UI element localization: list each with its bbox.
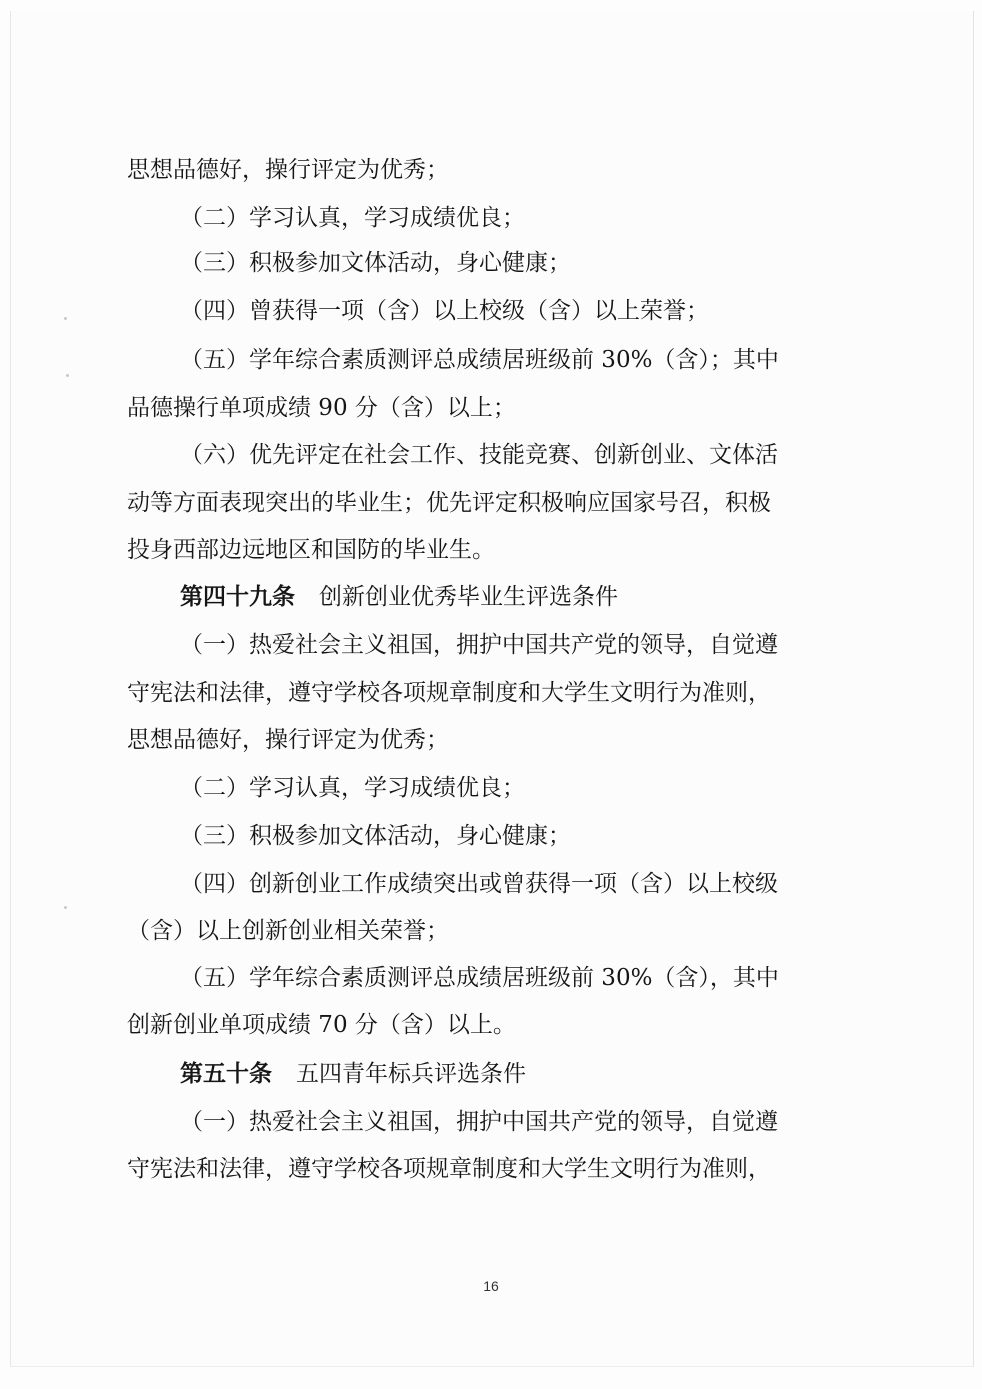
text-line: （三）积极参加文体活动，身心健康；	[180, 823, 571, 849]
text-line: （一）热爱社会主义祖国，拥护中国共产党的领导，自觉遵	[180, 1109, 778, 1135]
scan-speck	[64, 906, 67, 909]
text-line: 思想品德好，操行评定为优秀；	[127, 157, 449, 183]
text-line: 创新创业单项成绩 70 分（含）以上。	[127, 1012, 516, 1038]
text-line: 守宪法和法律，遵守学校各项规章制度和大学生文明行为准则，	[127, 1156, 771, 1182]
text-line: （四）创新创业工作成绩突出或曾获得一项（含）以上校级	[180, 871, 778, 897]
scan-speck	[64, 317, 67, 320]
article-50-number: 第五十条	[180, 1060, 272, 1087]
text-line: （含）以上创新创业相关荣誉；	[127, 918, 449, 944]
article-49-number: 第四十九条	[180, 583, 295, 610]
text-line: （五）学年综合素质测评总成绩居班级前 30%（含），其中	[180, 965, 779, 991]
text-line: （二）学习认真，学习成绩优良；	[180, 205, 525, 231]
text-line: 动等方面表现突出的毕业生；优先评定积极响应国家号召，积极	[127, 490, 771, 516]
article-50-title: 五四青年标兵评选条件	[296, 1061, 526, 1087]
text-line: （二）学习认真，学习成绩优良；	[180, 775, 525, 801]
scan-speck	[66, 374, 69, 377]
text-line: 投身西部边远地区和国防的毕业生。	[127, 537, 495, 563]
text-line: （四）曾获得一项（含）以上校级（含）以上荣誉；	[180, 298, 709, 324]
text-line: 品德操行单项成绩 90 分（含）以上；	[127, 395, 516, 421]
article-49-heading	[180, 582, 618, 612]
text-line: （三）积极参加文体活动，身心健康；	[180, 250, 571, 276]
article-49-title: 创新创业优秀毕业生评选条件	[319, 584, 618, 610]
article-50-heading	[180, 1059, 526, 1089]
text-line: 思想品德好，操行评定为优秀；	[127, 727, 449, 753]
text-line: 守宪法和法律，遵守学校各项规章制度和大学生文明行为准则，	[127, 680, 771, 706]
text-line: （一）热爱社会主义祖国，拥护中国共产党的领导，自觉遵	[180, 632, 778, 658]
text-line: （五）学年综合素质测评总成绩居班级前 30%（含）；其中	[180, 347, 779, 373]
page-number: 16	[483, 1278, 499, 1294]
text-line: （六）优先评定在社会工作、技能竞赛、创新创业、文体活	[180, 442, 778, 468]
